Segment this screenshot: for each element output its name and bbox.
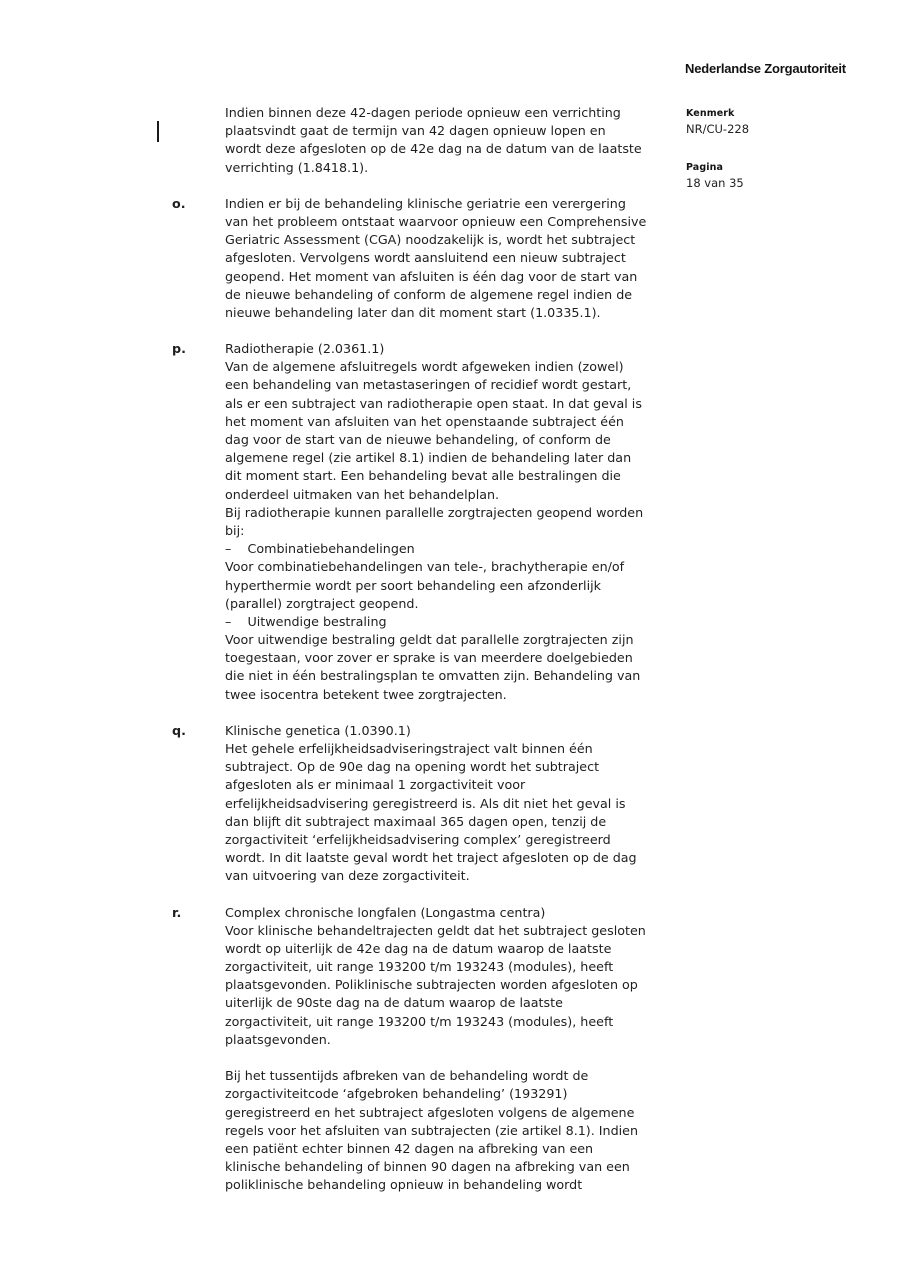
text-line: Voor combinatiebehandelingen van tele-, brachytherapie en/of (225, 559, 625, 575)
text-line: van uitvoering van deze zorgactiviteit. (225, 868, 470, 884)
text-line: het moment van afsluiten van het openstaande subtraject één (225, 413, 624, 429)
paragraph-block (225, 340, 712, 704)
text-line: Klinische genetica (1.0390.1) (225, 722, 411, 738)
page-number-indicator: 18 van 35 (686, 176, 744, 190)
text-line: wordt. In dit laatste geval wordt het traject afgesloten op de dag (225, 850, 637, 866)
text-line: zorgactiviteitcode ‘afgebroken behandeling’ (193291) (225, 1086, 568, 1102)
text-line: geopend. Het moment van afsluiten is één dag voor de start van (225, 268, 638, 284)
revision-change-bar-icon (157, 121, 159, 142)
text-line: Complex chronische longfalen (Longastma centra) (225, 904, 546, 920)
text-line: Bij het tussentijds afbreken van de behandeling wordt de (225, 1068, 589, 1084)
text-line: Bij radiotherapie kunnen parallelle zorgtrajecten geopend worden (225, 504, 644, 520)
pagina-label: Pagina (686, 162, 723, 173)
text-line: Indien er bij de behandeling klinische geriatrie een verergering (225, 195, 626, 211)
list-item-p (172, 340, 712, 704)
text-line: nieuwe behandeling later dan dit moment start (1.0335.1). (225, 304, 601, 320)
text-line: regels voor het afsluiten van subtrajecten (zie artikel 8.1). Indien (225, 1122, 639, 1138)
text-line: de nieuwe behandeling of conform de algemene regel indien de (225, 286, 633, 302)
lettered-list (172, 195, 712, 1195)
text-line: uiterlijk de 90ste dag na de datum waarop de laatste (225, 995, 563, 1011)
text-line: afgesloten. Vervolgens wordt aansluitend een nieuw subtraject (225, 250, 626, 266)
intro-paragraph (172, 104, 712, 177)
text-line: – Uitwendige bestraling (225, 613, 387, 629)
paragraph-block (225, 1067, 712, 1194)
text-line: plaatsvindt gaat de termijn van 42 dagen opnieuw lopen en (225, 123, 606, 139)
text-line: afgesloten als er minimaal 1 zorgactiviteit voor (225, 777, 526, 793)
kenmerk-label: Kenmerk (686, 108, 735, 119)
list-item-letter: p. (172, 341, 186, 357)
text-line: plaatsgevonden. Poliklinische subtrajecten worden afgesloten op (225, 977, 638, 993)
paragraph-block (225, 722, 712, 886)
list-item-text (225, 340, 712, 704)
text-line: een behandeling van metastaseringen of recidief wordt gestart, (225, 377, 632, 393)
text-line: klinische behandeling of binnen 90 dagen na afbreking van een (225, 1159, 630, 1175)
text-line: – Combinatiebehandelingen (225, 541, 415, 557)
text-line: Van de algemene afsluitregels wordt afgeweken indien (zowel) (225, 359, 624, 375)
text-line: als er een subtraject van radiotherapie open staat. In dat geval is (225, 395, 642, 411)
text-line: Voor uitwendige bestraling geldt dat parallelle zorgtrajecten zijn (225, 632, 634, 648)
text-line: Voor klinische behandeltrajecten geldt dat het subtraject gesloten (225, 922, 646, 938)
text-line: poliklinische behandeling opnieuw in behandeling wordt (225, 1177, 583, 1193)
text-line: Radiotherapie (2.0361.1) (225, 341, 385, 357)
text-line: zorgactiviteit, uit range 193200 t/m 193243 (modules), heeft (225, 1013, 614, 1029)
text-line: algemene regel (zie artikel 8.1) indien de behandeling later dan (225, 450, 632, 466)
list-item-text (225, 195, 712, 322)
text-line: erfelijkheidsadvisering geregistreerd is. Als dit niet het geval is (225, 795, 626, 811)
paragraph-block (225, 904, 712, 1050)
text-line: zorgactiviteit ‘erfelijkheidsadvisering complex’ geregistreerd (225, 831, 611, 847)
text-line: hyperthermie wordt per soort behandeling een afzonderlijk (225, 577, 601, 593)
text-line: wordt op uiterlijk de 42e dag na de datum waarop de laatste (225, 940, 612, 956)
text-line: die niet in één bestralingsplan te omvatten zijn. Behandeling van (225, 668, 641, 684)
text-line: wordt deze afgesloten op de 42e dag na de datum van de laatste (225, 141, 642, 157)
kenmerk-value: NR/CU-228 (686, 122, 750, 136)
text-line: subtraject. Op de 90e dag na opening wordt het subtraject (225, 759, 600, 775)
list-item-letter: q. (172, 722, 186, 738)
list-item-letter: o. (172, 195, 186, 211)
list-item-letter: r. (172, 904, 182, 920)
list-item-text (225, 722, 712, 886)
text-line: plaatsgevonden. (225, 1031, 331, 1047)
text-line: dit moment start. Een behandeling bevat alle bestralingen die (225, 468, 621, 484)
paragraph-block (225, 195, 712, 322)
text-line: toegestaan, voor zover er sprake is van meerdere doelgebieden (225, 650, 633, 666)
text-line: twee isocentra betekent twee zorgtrajecten. (225, 686, 507, 702)
text-line: (parallel) zorgtraject geopend. (225, 595, 419, 611)
text-line: Geriatric Assessment (CGA) noodzakelijk is, wordt het subtraject (225, 232, 636, 248)
list-item-text (225, 904, 712, 1195)
list-item-q (172, 722, 712, 886)
list-item-r (172, 904, 712, 1195)
text-line: Het gehele erfelijkheidsadviseringstraject valt binnen één (225, 741, 593, 756)
text-line: dag voor de start van de nieuwe behandeling, of conform de (225, 432, 611, 447)
text-line: bij: (225, 522, 245, 538)
document-header-title: Nederlandse Zorgautoriteit (685, 61, 846, 76)
text-line: Indien binnen deze 42-dagen periode opnieuw een verrichting (225, 105, 621, 120)
text-line: verrichting (1.8418.1). (225, 159, 369, 175)
text-line: onderdeel uitmaken van het behandelplan. (225, 486, 500, 502)
list-item-o (172, 195, 712, 322)
content-area (172, 104, 712, 1195)
text-line: van het probleem ontstaat waarvoor opnieuw een Comprehensive (225, 213, 647, 229)
text-line: zorgactiviteit, uit range 193200 t/m 193243 (modules), heeft (225, 959, 614, 975)
text-line: dan blijft dit subtraject maximaal 365 dagen open, tenzij de (225, 813, 607, 829)
text-line: geregistreerd en het subtraject afgesloten volgens de algemene (225, 1104, 635, 1120)
text-line: een patiënt echter binnen 42 dagen na afbreking van een (225, 1140, 594, 1156)
